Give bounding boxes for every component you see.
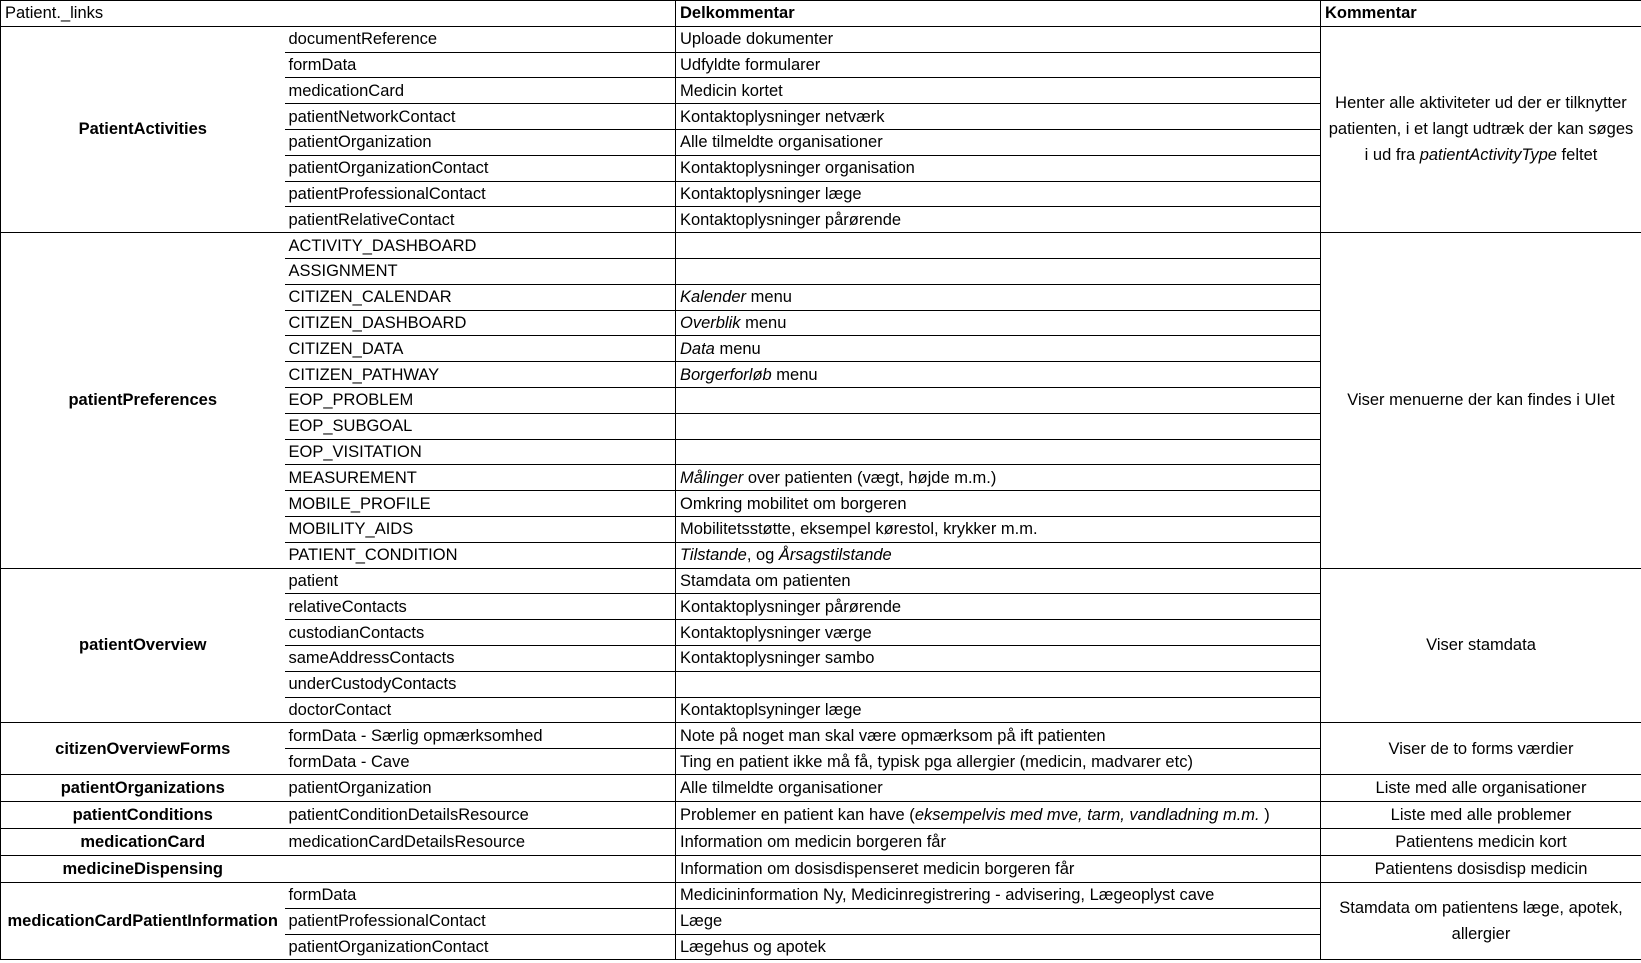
delkommentar-italic-text: Målinger — [680, 468, 744, 487]
delkommentar-cell[interactable]: Kontaktoplysninger værge — [676, 620, 1321, 646]
delkommentar-cell[interactable] — [676, 233, 1321, 259]
delkommentar-cell[interactable]: Ting en patient ikke må få, typisk pga allergier (medicin, madvarer etc) — [676, 749, 1321, 775]
link-key-cell[interactable]: CITIZEN_PATHWAY — [285, 362, 676, 388]
link-key-cell[interactable]: formData — [285, 882, 676, 908]
delkommentar-cell[interactable]: Læge — [676, 908, 1321, 934]
group-name-medication-card[interactable]: medicationCard — [1, 828, 285, 855]
group-name-citizen-overview-forms[interactable]: citizenOverviewForms — [1, 723, 285, 775]
delkommentar-cell[interactable] — [676, 336, 1321, 362]
delkommentar-cell[interactable]: Kontaktoplysninger pårørende — [676, 594, 1321, 620]
group-name-patient-organizations[interactable]: patientOrganizations — [1, 774, 285, 801]
delkommentar-cell[interactable] — [676, 362, 1321, 388]
link-key-cell[interactable]: CITIZEN_CALENDAR — [285, 284, 676, 310]
kommentar-patient-overview[interactable]: Viser stamdata — [1321, 568, 1641, 723]
link-key-cell[interactable]: patientProfessionalContact — [285, 908, 676, 934]
delkommentar-text: menu — [740, 313, 787, 332]
kommentar-patient-conditions[interactable]: Liste med alle problemer — [1321, 801, 1641, 828]
delkommentar-cell[interactable]: Medicininformation Ny, Medicinregistrering - advisering, Lægeoplyst cave — [676, 882, 1321, 908]
table-row — [1, 882, 1641, 908]
header-kommentar[interactable]: Kommentar — [1321, 1, 1641, 27]
link-key-cell[interactable]: CITIZEN_DASHBOARD — [285, 310, 676, 336]
kommentar-text: Henter alle aktiviteter ud der er tilknytter patienten, i et langt udtræk der kan søges i ud fra — [1328, 94, 1634, 165]
link-key-cell[interactable]: formData - Særlig opmærksomhed — [285, 723, 676, 749]
delkommentar-cell[interactable] — [676, 387, 1321, 413]
delkommentar-cell[interactable] — [676, 310, 1321, 336]
link-key-cell[interactable]: patientOrganization — [285, 129, 676, 155]
header-row — [1, 1, 1641, 27]
link-key-cell[interactable]: patientProfessionalContact — [285, 181, 676, 207]
table-row — [1, 233, 1641, 259]
link-key-cell[interactable]: sameAddressContacts — [285, 645, 676, 671]
delkommentar-text: menu — [771, 365, 818, 384]
table-row — [1, 723, 1641, 749]
link-key-cell[interactable]: MOBILE_PROFILE — [285, 491, 676, 517]
delkommentar-cell[interactable]: Omkring mobilitet om borgeren — [676, 491, 1321, 517]
delkommentar-text: Problemer en patient kan have ( — [680, 805, 915, 824]
table-row — [1, 774, 1641, 801]
delkommentar-cell[interactable]: Mobilitetsstøtte, eksempel kørestol, krykker m.m. — [676, 516, 1321, 542]
delkommentar-cell[interactable]: Uploade dokumenter — [676, 26, 1321, 52]
delkommentar-cell[interactable] — [676, 413, 1321, 439]
link-key-cell[interactable]: patientOrganizationContact — [285, 934, 676, 960]
link-key-cell[interactable]: ASSIGNMENT — [285, 258, 676, 284]
delkommentar-text: over patienten (vægt, højde m.m.) — [743, 468, 997, 487]
link-key-cell[interactable]: CITIZEN_DATA — [285, 336, 676, 362]
table-row — [1, 855, 1641, 882]
delkommentar-italic-text: Tilstande — [680, 546, 747, 565]
kommentar-citizen-overview-forms[interactable]: Viser de to forms værdier — [1321, 723, 1641, 775]
group-name-medicine-dispensing[interactable]: medicineDispensing — [1, 855, 285, 882]
kommentar-patient-activities[interactable] — [1321, 26, 1641, 232]
delkommentar-cell[interactable]: Medicin kortet — [676, 78, 1321, 104]
link-key-cell[interactable]: formData - Cave — [285, 749, 676, 775]
delkommentar-cell[interactable] — [676, 284, 1321, 310]
kommentar-medication-card-patient-information[interactable]: Stamdata om patientens læge, apotek, allergier — [1321, 882, 1641, 959]
delkommentar-italic-text: Årsagstilstande — [778, 546, 892, 565]
delkommentar-cell[interactable]: Information om dosisdispenseret medicin borgeren får — [676, 855, 1321, 882]
link-key-cell[interactable]: MOBILITY_AIDS — [285, 516, 676, 542]
delkommentar-cell[interactable]: Lægehus og apotek — [676, 934, 1321, 960]
table-row — [1, 828, 1641, 855]
kommentar-patient-preferences[interactable]: Viser menuerne der kan findes i UIet — [1321, 233, 1641, 568]
delkommentar-cell[interactable] — [676, 465, 1321, 491]
link-key-cell[interactable]: patientConditionDetailsResource — [285, 801, 676, 828]
link-key-cell[interactable]: patientRelativeContact — [285, 207, 676, 233]
delkommentar-cell[interactable]: Udfyldte formularer — [676, 52, 1321, 78]
link-key-cell[interactable]: PATIENT_CONDITION — [285, 542, 676, 568]
delkommentar-cell[interactable]: Stamdata om patienten — [676, 568, 1321, 594]
delkommentar-cell[interactable] — [676, 542, 1321, 568]
link-key-cell[interactable] — [285, 855, 676, 882]
link-key-cell[interactable]: EOP_SUBGOAL — [285, 413, 676, 439]
delkommentar-cell[interactable]: Kontaktoplsyninger læge — [676, 697, 1321, 723]
delkommentar-cell[interactable]: Kontaktoplysninger læge — [676, 181, 1321, 207]
link-key-cell[interactable]: medicationCardDetailsResource — [285, 828, 676, 855]
kommentar-medication-card[interactable]: Patientens medicin kort — [1321, 828, 1641, 855]
header-patient-links[interactable]: Patient._links — [1, 1, 285, 27]
delkommentar-cell[interactable] — [676, 439, 1321, 465]
delkommentar-cell[interactable]: Kontaktoplysninger pårørende — [676, 207, 1321, 233]
delkommentar-text: , og — [746, 546, 779, 565]
delkommentar-cell[interactable]: Note på noget man skal være opmærksom på ift patienten — [676, 723, 1321, 749]
link-key-cell[interactable]: EOP_PROBLEM — [285, 387, 676, 413]
table-row — [1, 568, 1641, 594]
delkommentar-cell[interactable]: Information om medicin borgeren får — [676, 828, 1321, 855]
link-key-cell[interactable]: patientNetworkContact — [285, 104, 676, 130]
link-key-cell[interactable]: doctorContact — [285, 697, 676, 723]
kommentar-patient-organizations[interactable]: Liste med alle organisationer — [1321, 774, 1641, 801]
link-key-cell[interactable]: patientOrganizationContact — [285, 155, 676, 181]
link-key-cell[interactable]: underCustodyContacts — [285, 671, 676, 697]
delkommentar-italic-text: Kalender — [680, 288, 747, 307]
delkommentar-text: menu — [714, 339, 761, 358]
delkommentar-italic-text: eksempelvis med mve, tarm, vandladning m.m. — [914, 805, 1265, 824]
link-key-cell[interactable]: custodianContacts — [285, 620, 676, 646]
delkommentar-text: ) — [1264, 805, 1270, 824]
delkommentar-cell[interactable]: Kontaktoplysninger netværk — [676, 104, 1321, 130]
delkommentar-text: menu — [746, 288, 792, 307]
link-key-cell[interactable]: documentReference — [285, 26, 676, 52]
header-blank-cell[interactable] — [285, 1, 676, 27]
link-key-cell[interactable]: MEASUREMENT — [285, 465, 676, 491]
group-name-patient-conditions[interactable]: patientConditions — [1, 801, 285, 828]
delkommentar-cell[interactable] — [676, 801, 1321, 828]
delkommentar-italic-text: Overblik — [680, 313, 741, 332]
group-name-medication-card-patient-information[interactable]: medicationCardPatientInformation — [1, 882, 285, 959]
delkommentar-cell[interactable]: Alle tilmeldte organisationer — [676, 774, 1321, 801]
link-key-cell[interactable]: patient — [285, 568, 676, 594]
delkommentar-cell[interactable]: Kontaktoplysninger organisation — [676, 155, 1321, 181]
kommentar-italic-text: patientActivityType — [1419, 146, 1557, 165]
link-key-cell[interactable]: relativeContacts — [285, 594, 676, 620]
group-name-patient-overview[interactable]: patientOverview — [1, 568, 285, 723]
kommentar-medicine-dispensing[interactable]: Patientens dosisdisp medicin — [1321, 855, 1641, 882]
group-name-patient-preferences[interactable]: patientPreferences — [1, 233, 285, 568]
delkommentar-italic-text: Data — [680, 339, 715, 358]
header-delkommentar[interactable]: Delkommentar — [676, 1, 1321, 27]
kommentar-text: feltet — [1556, 146, 1598, 165]
delkommentar-cell[interactable]: Alle tilmeldte organisationer — [676, 129, 1321, 155]
delkommentar-cell[interactable] — [676, 258, 1321, 284]
delkommentar-italic-text: Borgerforløb — [680, 365, 772, 384]
link-key-cell[interactable]: EOP_VISITATION — [285, 439, 676, 465]
delkommentar-cell[interactable] — [676, 671, 1321, 697]
table-row — [1, 801, 1641, 828]
link-key-cell[interactable]: patientOrganization — [285, 774, 676, 801]
group-name-patient-activities[interactable]: PatientActivities — [1, 26, 285, 232]
link-key-cell[interactable]: formData — [285, 52, 676, 78]
delkommentar-cell[interactable]: Kontaktoplysninger sambo — [676, 645, 1321, 671]
link-key-cell[interactable]: ACTIVITY_DASHBOARD — [285, 233, 676, 259]
table-row — [1, 26, 1641, 52]
link-key-cell[interactable]: medicationCard — [285, 78, 676, 104]
